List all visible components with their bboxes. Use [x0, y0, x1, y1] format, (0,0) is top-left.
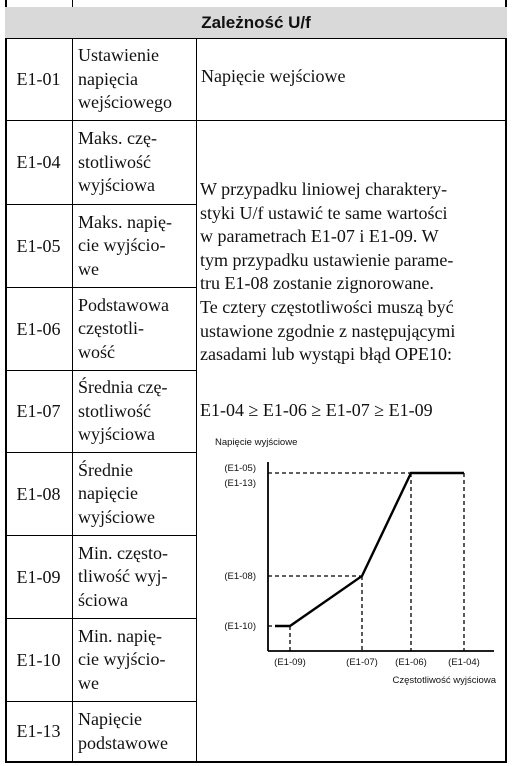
param-name-e1-06	[74, 288, 196, 370]
name-line: Średnia czę-	[78, 377, 168, 398]
uf-pattern-chart	[200, 430, 505, 692]
e1-01-description: Napięcie wejściowe	[201, 66, 346, 86]
x-tick-label: (E1-07)	[346, 657, 378, 668]
paragraph-line: Te cztery częstotliwości muszą być	[200, 296, 454, 317]
param-code-e1-04: E1-04	[16, 152, 61, 172]
y-tick-label: (E1-08)	[224, 571, 256, 582]
name-line: Maks. napię-	[78, 211, 172, 232]
name-line: tliwość wyj-	[78, 566, 168, 587]
paragraph-line: W przypadku liniowej charaktery-	[200, 179, 448, 199]
name-line: wyjściowa	[78, 175, 155, 196]
y-axis-label: Napięcie wyjściowe	[215, 437, 298, 448]
name-line: podstawowe	[78, 732, 168, 753]
y-tick-label: (E1-10)	[224, 621, 256, 632]
param-name-e1-04	[74, 121, 196, 204]
name-line: Min. napię-	[78, 625, 162, 646]
name-line: Min. często-	[78, 542, 168, 563]
paragraph-line: styki U/f ustawić te same wartości	[200, 202, 448, 223]
name-line: wyjściowe	[78, 506, 155, 527]
name-line: cie wyjścio-	[78, 649, 166, 670]
table-border-bottom	[5, 761, 507, 763]
x-tick-label: (E1-04)	[448, 657, 480, 668]
name-line: wyjściowa	[78, 424, 155, 445]
param-code-e1-10: E1-10	[16, 649, 61, 670]
paragraph-line: w parametrach E1-07 i E1-09. W	[200, 226, 439, 247]
name-line: wość	[78, 341, 115, 362]
name-line: wejściowego	[78, 92, 172, 113]
name-line: cie wyjścio-	[78, 235, 166, 256]
param-name-e1-05	[74, 205, 196, 287]
name-line: napięcie	[78, 483, 138, 504]
param-code-e1-09: E1-09	[16, 566, 61, 587]
param-name-e1-10	[74, 619, 196, 701]
column-divider-2	[196, 38, 197, 762]
param-code-e1-07: E1-07	[16, 401, 61, 421]
table-divider-top-stub	[72, 0, 73, 7]
name-line: stotliwość	[78, 400, 152, 421]
param-code-e1-05: E1-05	[16, 235, 61, 256]
name-line: napięcia	[78, 68, 138, 89]
paragraph-line: tym przypadku ustawienie parame-	[200, 249, 454, 270]
param-name-e1-07	[74, 371, 196, 452]
name-line: Napięcie	[78, 709, 142, 729]
param-code-e1-08: E1-08	[16, 483, 61, 504]
frequency-order-formula: E1-04 ≥ E1-06 ≥ E1-07 ≥ E1-09	[200, 400, 433, 420]
paragraph-line: ustawione zgodnie z następującymi	[200, 320, 456, 341]
name-line: stotliwość	[78, 151, 152, 172]
table-border-right	[505, 0, 507, 762]
x-tick-label: (E1-06)	[395, 657, 427, 668]
x-axis-label: Częstotliwość wyjściowa	[392, 675, 496, 686]
param-name-e1-13	[74, 702, 196, 761]
paragraph-line: tru E1-08 zostanie zignorowane.	[200, 273, 434, 294]
name-line: ściowa	[78, 589, 128, 610]
x-tick-label: (E1-09)	[274, 657, 306, 668]
name-line: Średnie	[78, 459, 133, 480]
tick-labels	[224, 463, 480, 668]
y-tick-label: (E1-05)	[224, 463, 256, 474]
y-tick-label: (E1-13)	[224, 478, 256, 489]
param-code-e1-01: E1-01	[16, 69, 61, 89]
name-line: Ustawienie	[78, 45, 159, 66]
name-line: Podstawowa	[78, 294, 169, 315]
param-code-e1-06: E1-06	[16, 318, 61, 339]
name-line: Maks. czę-	[78, 128, 157, 149]
paragraph-line: zasadami lub wystąpi błąd OPE10:	[200, 344, 452, 365]
table-title: Zależność U/f	[5, 7, 507, 38]
name-line: we	[78, 672, 99, 693]
param-name-e1-01	[74, 39, 196, 120]
name-line: częstotli-	[78, 318, 144, 339]
uf-curve	[275, 473, 464, 626]
param-code-e1-13: E1-13	[16, 721, 61, 741]
frequency-rule-paragraph	[200, 178, 500, 367]
param-name-e1-09	[74, 536, 196, 618]
param-name-e1-08	[74, 453, 196, 535]
guide-lines	[268, 473, 464, 651]
column-divider-1	[72, 38, 73, 762]
name-line: we	[78, 258, 99, 279]
